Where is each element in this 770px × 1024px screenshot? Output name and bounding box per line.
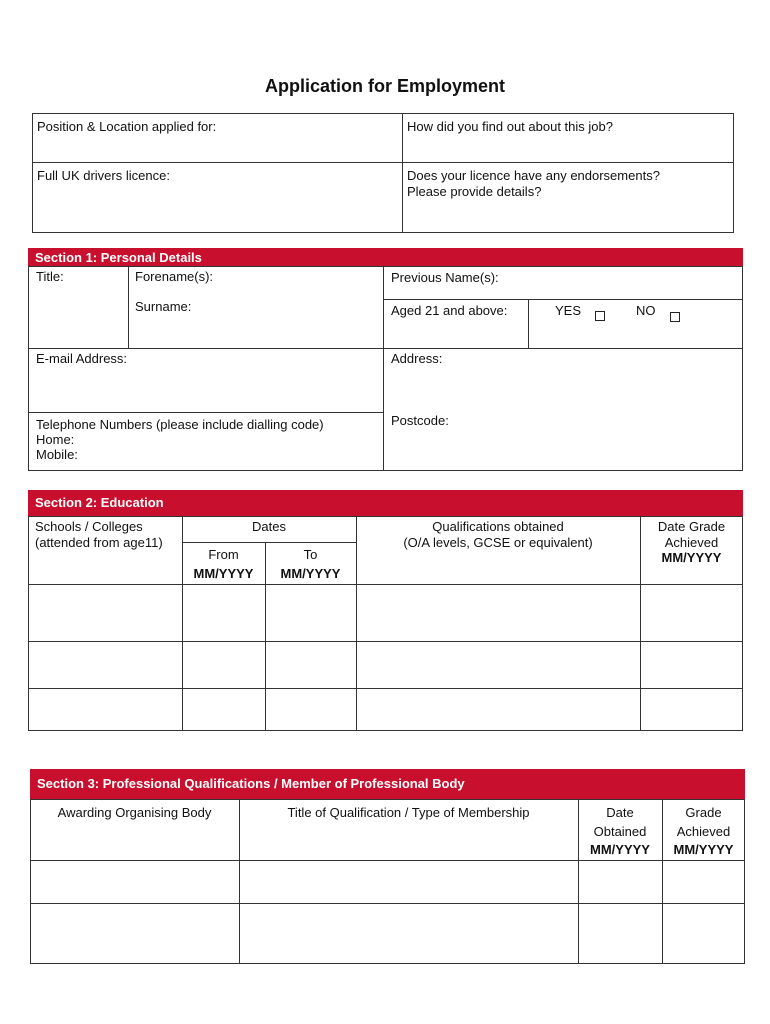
aged-label: Aged 21 and above: (391, 303, 508, 318)
date-grade-header: Date Grade (657, 519, 726, 534)
endorsements-label-2: Please provide details? (407, 184, 542, 199)
title-qual-header: Title of Qualification / Type of Membership (287, 805, 530, 820)
date-header: Date (606, 805, 634, 820)
awarding-header: Awarding Organising Body (57, 805, 212, 820)
divider (383, 299, 743, 300)
no-checkbox[interactable] (670, 312, 680, 322)
yes-checkbox[interactable] (595, 311, 605, 321)
to-header: To (303, 547, 318, 562)
telephone-label: Telephone Numbers (please include dialling code) (36, 417, 324, 432)
email-label: E-mail Address: (36, 351, 128, 366)
date-grade-header-sub: Achieved (664, 535, 719, 550)
dates-header: Dates (252, 519, 286, 534)
obtained-format: MM/YYYY (590, 842, 650, 857)
qualifications-header-sub: (O/A levels, GCSE or equivalent) (403, 535, 593, 550)
table-row[interactable] (31, 904, 744, 963)
position-label: Position & Location applied for: (37, 119, 217, 134)
achieved-format: MM/YYYY (673, 842, 734, 857)
find-out-label: How did you find out about this job? (407, 119, 613, 134)
no-label: NO (636, 303, 656, 318)
home-label: Home: (36, 432, 75, 447)
divider (528, 299, 529, 348)
section3-heading: Section 3: Professional Qualifications / Member of Professional Body (30, 769, 745, 799)
title-label: Title: (36, 269, 64, 284)
licence-label: Full UK drivers licence: (37, 168, 170, 183)
surname-label: Surname: (135, 299, 192, 314)
qualifications-header: Qualifications obtained (432, 519, 564, 534)
table-row[interactable] (29, 689, 742, 730)
obtained-header: Obtained (593, 824, 647, 839)
section2-heading: Section 2: Education (28, 490, 743, 516)
table-row[interactable] (29, 585, 742, 640)
achieved-header: Achieved (676, 824, 731, 839)
table-row[interactable] (29, 642, 742, 687)
endorsements-label: Does your licence have any endorsements? (407, 168, 660, 183)
address-field[interactable] (384, 349, 742, 470)
date-grade-format: MM/YYYY (661, 550, 722, 565)
schools-header: Schools / Colleges (35, 519, 143, 534)
page-title: Application for Employment (264, 76, 505, 96)
forename-label: Forename(s): (135, 269, 214, 284)
postcode-label: Postcode: (391, 413, 449, 428)
schools-header-sub: (attended from age11) (35, 535, 163, 550)
from-format: MM/YYYY (193, 566, 254, 581)
divider (182, 542, 356, 543)
to-format: MM/YYYY (280, 566, 341, 581)
yes-label: YES (555, 303, 582, 318)
address-label: Address: (391, 351, 443, 366)
mobile-label: Mobile: (36, 447, 78, 462)
grade-header: Grade (685, 805, 722, 820)
from-header: From (208, 547, 239, 562)
previous-names-label: Previous Name(s): (391, 270, 499, 285)
section1-heading: Section 1: Personal Details (28, 248, 743, 267)
table-row[interactable] (31, 861, 744, 902)
